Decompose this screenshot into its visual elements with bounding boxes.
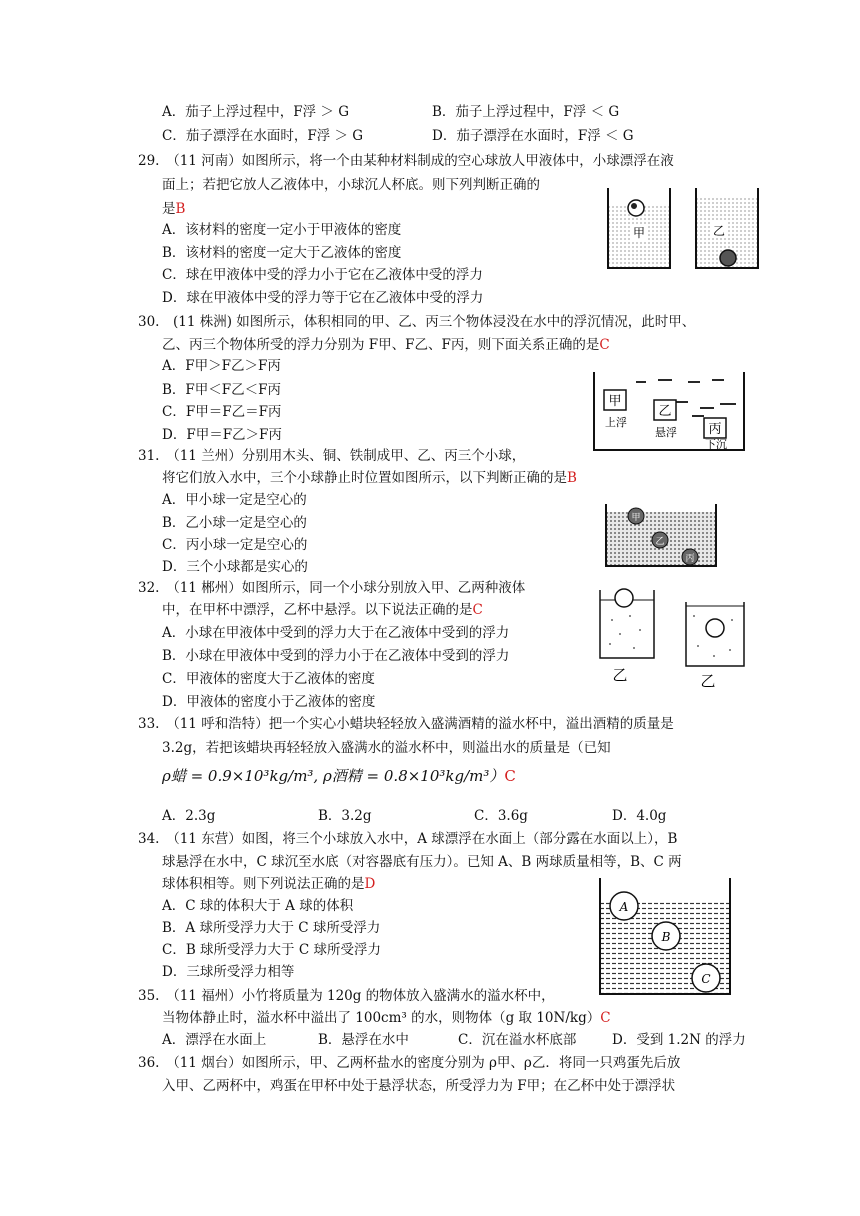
q31-fig-ball-2: 乙	[655, 537, 665, 547]
q29-line1: 29. （11 河南）如图所示，将一个由某种材料制成的空心球放人甲液体中，小球漂浮在液	[138, 153, 674, 169]
q33-option-d: D．4.0g	[612, 808, 667, 824]
q33-option-b: B．3.2g	[318, 808, 372, 824]
q30-option-c: C．F甲＝F乙＝F丙	[162, 404, 282, 420]
q30-fig-label-up: 上浮	[605, 416, 627, 429]
q30-line2: 乙、丙三个物体所受的浮力分别为 F甲、F乙、F丙，则下面关系正确的是C	[162, 337, 610, 353]
q32-line2: 中，在甲杯中漂浮，乙杯中悬浮。以下说法正确的是C	[162, 602, 483, 618]
q35-option-d: D．受到 1.2N 的浮力	[612, 1032, 746, 1048]
q31-option-d: D．三个小球都是实心的	[162, 559, 308, 575]
q33-line1: 33. （11 呼和浩特）把一个实心小蜡块轻轻放入盛满酒精的溢水杯中，溢出酒精的质量是	[138, 716, 674, 732]
q29-option-d: D．球在甲液体中受的浮力等于它在乙液体中受的浮力	[162, 290, 484, 306]
q34-figure	[594, 876, 736, 998]
q32-figure	[590, 586, 760, 690]
q32-fig-label-left: 乙	[612, 666, 628, 684]
q31-fig-ball-1: 甲	[631, 513, 641, 523]
q30-answer: C	[599, 337, 610, 353]
q31-figure	[602, 500, 720, 570]
q31-option-a: A．甲小球一定是空心的	[162, 492, 307, 508]
q28-option-d: D．茄子漂浮在水面时，F浮 ＜ G	[432, 128, 634, 144]
q31-line1: 31. （11 兰州）分别用木头、铜、铁制成甲、乙、丙三个小球，	[138, 448, 526, 464]
q32-option-c: C．甲液体的密度大于乙液体的密度	[162, 671, 375, 687]
q34-option-b: B．A 球所受浮力大于 C 球所受浮力	[162, 920, 381, 936]
q34-line1: 34. （11 东营）如图，将三个小球放入水中，A 球漂浮在水面上（部分露在水面以上），B	[138, 831, 678, 847]
q31-answer: B	[567, 470, 577, 486]
q33-line2: 3.2g，若把该蜡块再轻轻放入盛满水的溢水杯中，则溢出水的质量是（已知	[162, 740, 611, 756]
q34-option-d: D．三球所受浮力相等	[162, 964, 295, 980]
q35-option-c: C．沉在溢水杯底部	[458, 1032, 577, 1048]
q30-figure	[592, 370, 748, 454]
q29-fig-label-left: 甲	[632, 226, 646, 240]
q30-fig-label-sink: 下沉	[705, 438, 727, 451]
q30-fig-label-jia: 甲	[608, 394, 622, 409]
q34-option-c: C．B 球所受浮力大于 C 球所受浮力	[162, 942, 381, 958]
q28-option-c: C．茄子漂浮在水面时，F浮 ＞ G	[162, 128, 364, 144]
q29-beaker-right	[696, 188, 758, 268]
q29-fig-label-right: 乙	[712, 224, 726, 238]
q34-fig-ball-a: A	[619, 900, 629, 914]
q32-option-a: A．小球在甲液体中受到的浮力大于在乙液体中受到的浮力	[162, 625, 510, 641]
q29-option-c: C．球在甲液体中受的浮力小于它在乙液体中受的浮力	[162, 267, 483, 283]
q30-fig-label-bing: 丙	[708, 422, 722, 437]
q32-beaker-left	[600, 589, 654, 684]
q30-option-a: A．F甲＞F乙＞F丙	[162, 358, 281, 374]
q28-option-b: B．茄子上浮过程中，F浮 ＜ G	[432, 104, 620, 120]
q32-beaker-right	[686, 602, 744, 690]
q34-line2: 球悬浮在水中，C 球沉至水底（对容器底有压力）。已知 A、B 两球质量相等，B、C 两	[162, 854, 682, 870]
q29-beaker-left	[608, 188, 670, 268]
q32-fig-label-right: 乙	[700, 672, 716, 690]
q35-line1: 35. （11 福州）小竹将质量为 120g 的物体放入盛满水的溢水杯中，	[138, 988, 555, 1004]
q32-option-b: B．小球在甲液体中受到的浮力小于在乙液体中受到的浮力	[162, 648, 510, 664]
q30-fig-label-yi: 乙	[658, 404, 672, 419]
q35-option-b: B．悬浮在水中	[318, 1032, 409, 1048]
q29-option-b: B．该材料的密度一定大于乙液体的密度	[162, 245, 402, 261]
q34-fig-ball-b: B	[661, 930, 671, 944]
q31-fig-ball-3: 丙	[685, 554, 695, 564]
q31-option-c: C．丙小球一定是空心的	[162, 537, 308, 553]
q29-figure	[604, 186, 764, 272]
q36-line1: 36. （11 烟台）如图所示，甲、乙两杯盐水的密度分别为 ρ甲、ρ乙．将同一只鸡蛋先后放	[138, 1055, 681, 1071]
q32-line1: 32. （11 郴州）如图所示，同一个小球分别放入甲、乙两种液体	[138, 580, 526, 596]
q29-answer: B	[175, 201, 186, 217]
q31-option-b: B．乙小球一定是空心的	[162, 515, 307, 531]
q35-line2: 当物体静止时，溢水杯中溢出了 100cm³ 的水，则物体（g 取 10N/kg）C	[162, 1010, 611, 1026]
q34-option-a: A．C 球的体积大于 A 球的体积	[162, 898, 354, 914]
q35-option-a: A．漂浮在水面上	[162, 1032, 267, 1048]
q35-answer: C	[600, 1010, 611, 1026]
q30-line1: 30. (11 株洲) 如图所示，体积相同的甲、乙、丙三个物体浸没在水中的浮沉情况，此时甲、	[138, 314, 696, 330]
q29-option-a: A．该材料的密度一定小于甲液体的密度	[162, 222, 402, 238]
q30-option-b: B．F甲＜F乙＜F丙	[162, 382, 282, 398]
q33-formula: ρ蜡 = 0.9×10³kg/m³, ρ酒精 = 0.8×10³kg/m³）C	[162, 767, 516, 785]
q28-option-a: A．茄子上浮过程中，F浮 ＞ G	[162, 104, 349, 120]
q36-line2: 入甲、乙两杯中，鸡蛋在甲杯中处于悬浮状态，所受浮力为 F甲；在乙杯中处于漂浮状	[162, 1078, 676, 1094]
q32-answer: C	[472, 602, 483, 618]
q30-fig-label-suspend: 悬浮	[655, 426, 677, 439]
q30-option-d: D．F甲＝F乙＞F丙	[162, 427, 282, 443]
q29-line2: 面上；若把它放人乙液体中，小球沉人杯底。则下列判断正确的	[162, 177, 540, 193]
q33-option-c: C．3.6g	[474, 808, 528, 824]
q33-option-a: A．2.3g	[162, 808, 216, 824]
q32-option-d: D．甲液体的密度小于乙液体的密度	[162, 694, 376, 710]
q33-answer: C	[504, 767, 516, 785]
q34-fig-ball-c: C	[701, 972, 711, 986]
q31-line2: 将它们放入水中，三个小球静止时位置如图所示，以下判断正确的是B	[162, 470, 577, 486]
q34-line3: 球体积相等。则下列说法正确的是D	[162, 876, 376, 892]
q34-answer: D	[364, 876, 376, 892]
q29-line3: 是B	[162, 201, 186, 217]
